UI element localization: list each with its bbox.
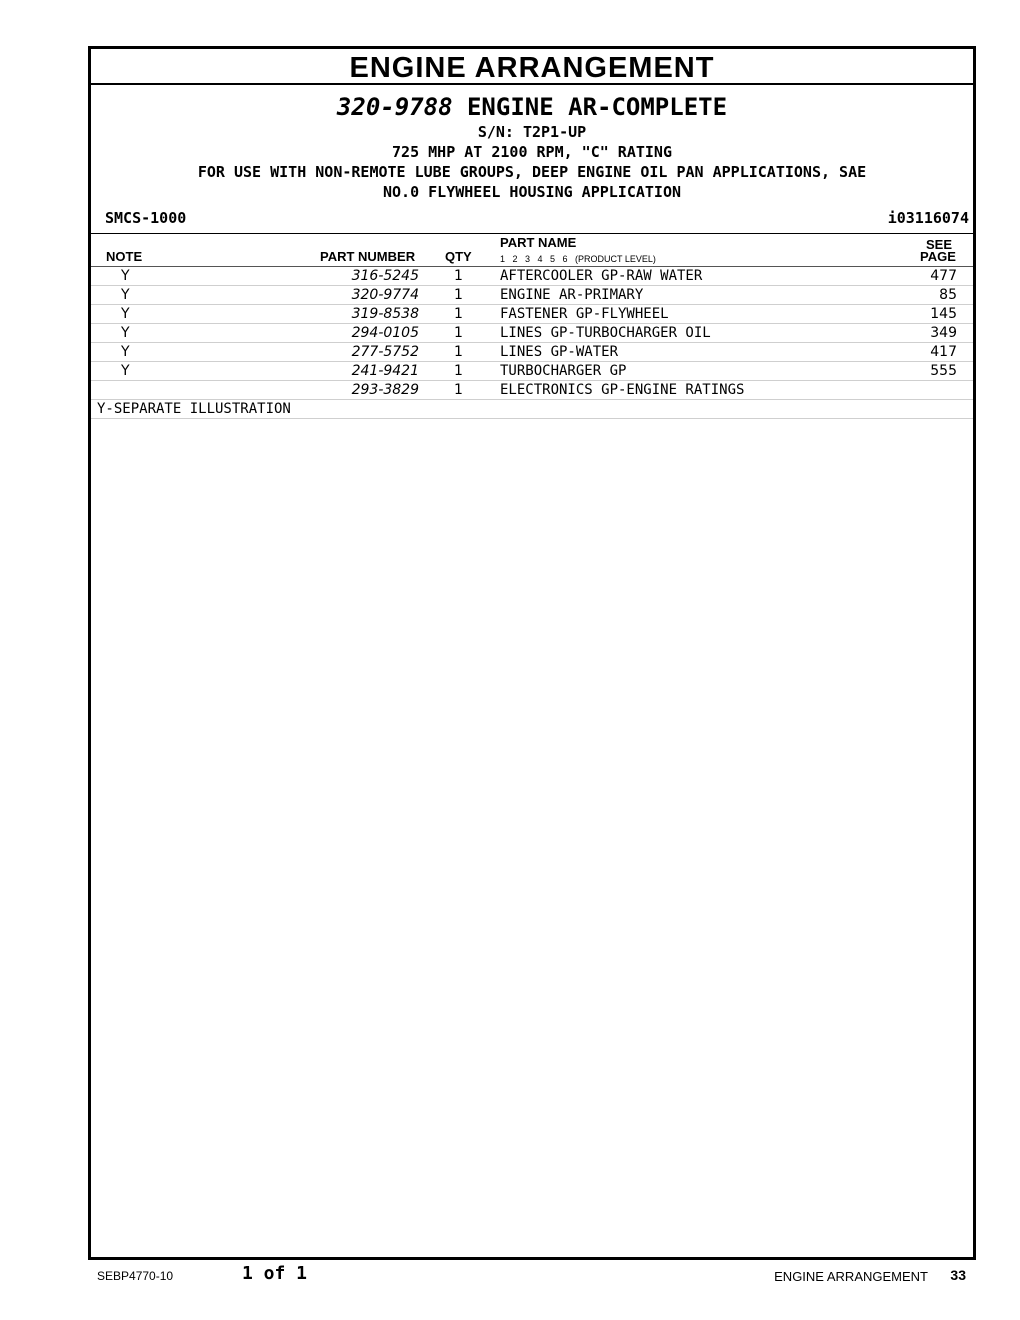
row-part-number[interactable]: 319-8538 xyxy=(351,306,419,322)
row-see-page[interactable]: 417 xyxy=(930,344,957,360)
col-header-page: PAGE xyxy=(920,249,956,264)
footer-section: ENGINE ARRANGEMENT xyxy=(774,1269,928,1284)
row-qty: 1 xyxy=(454,325,463,341)
usage-line-2: NO.0 FLYWHEEL HOUSING APPLICATION xyxy=(382,183,681,201)
row-see-page[interactable]: 145 xyxy=(930,306,957,322)
row-qty: 1 xyxy=(454,344,463,360)
assembly-heading xyxy=(91,93,973,121)
row-part-number[interactable]: 316-5245 xyxy=(351,268,419,284)
row-part-number[interactable]: 277-5752 xyxy=(351,344,419,360)
row-note: Y xyxy=(121,325,130,341)
row-qty: 1 xyxy=(454,363,463,379)
table-row xyxy=(91,305,973,324)
table-row xyxy=(91,267,973,286)
row-qty: 1 xyxy=(454,382,463,398)
table-row xyxy=(91,381,973,400)
row-part-name: LINES GP-TURBOCHARGER OIL xyxy=(500,325,711,341)
row-see-page[interactable]: 555 xyxy=(930,363,957,379)
col-header-part-name: PART NAME xyxy=(500,235,577,250)
illustration-id: i03116074 xyxy=(887,209,969,227)
assembly-title: ENGINE AR-COMPLETE xyxy=(466,93,728,121)
assembly-part-number: 320-9788 xyxy=(336,93,453,121)
table-row xyxy=(91,362,973,381)
row-note: Y xyxy=(121,363,130,379)
row-note: Y xyxy=(121,287,130,303)
row-qty: 1 xyxy=(454,268,463,284)
serial-number: S/N: T2P1-UP xyxy=(477,123,587,141)
page-frame xyxy=(88,46,976,1260)
footer-doc-id: SEBP4770-10 xyxy=(97,1269,174,1283)
row-see-page[interactable]: 477 xyxy=(930,268,957,284)
row-part-name: ELECTRONICS GP-ENGINE RATINGS xyxy=(500,382,745,398)
parts-table xyxy=(91,267,973,419)
row-see-page[interactable]: 349 xyxy=(930,325,957,341)
legend-note: Y-SEPARATE ILLUSTRATION xyxy=(91,400,973,419)
col-header-part-number: PART NUMBER xyxy=(320,249,416,264)
row-part-name: LINES GP-WATER xyxy=(500,344,619,360)
row-qty: 1 xyxy=(454,287,463,303)
row-part-name: AFTERCOOLER GP-RAW WATER xyxy=(500,268,703,284)
table-row xyxy=(91,324,973,343)
row-part-number[interactable]: 293-3829 xyxy=(351,382,419,398)
row-note: Y xyxy=(121,306,130,322)
row-part-name: TURBOCHARGER GP xyxy=(500,363,627,379)
row-part-name: FASTENER GP-FLYWHEEL xyxy=(500,306,669,322)
col-header-qty: QTY xyxy=(445,249,472,264)
section-title: ENGINE ARRANGEMENT xyxy=(91,49,973,85)
row-note: Y xyxy=(121,344,130,360)
col-header-see: SEE xyxy=(926,237,953,252)
table-row xyxy=(91,286,973,305)
row-part-number[interactable]: 241-9421 xyxy=(351,363,419,379)
row-part-name: ENGINE AR-PRIMARY xyxy=(500,287,644,303)
product-level-indicator: 1 2 3 4 5 6 (PRODUCT LEVEL) xyxy=(500,254,656,264)
row-part-number[interactable]: 320-9774 xyxy=(351,287,419,303)
smcs-code: SMCS-1000 xyxy=(105,209,187,227)
footer-page-of: 1 of 1 xyxy=(242,1263,308,1284)
footer-page-number: 33 xyxy=(950,1267,966,1283)
rating-line: 725 MHP AT 2100 RPM, "C" RATING xyxy=(392,143,672,161)
row-qty: 1 xyxy=(454,306,463,322)
row-see-page[interactable]: 85 xyxy=(939,287,957,303)
header-divider xyxy=(91,233,973,234)
row-note: Y xyxy=(121,268,130,284)
usage-line-1: FOR USE WITH NON-REMOTE LUBE GROUPS, DEEP ENGINE OIL PAN APPLICATIONS, SAE xyxy=(197,163,867,181)
table-row xyxy=(91,343,973,362)
col-header-note: NOTE xyxy=(106,249,143,264)
row-part-number[interactable]: 294-0105 xyxy=(351,325,419,341)
